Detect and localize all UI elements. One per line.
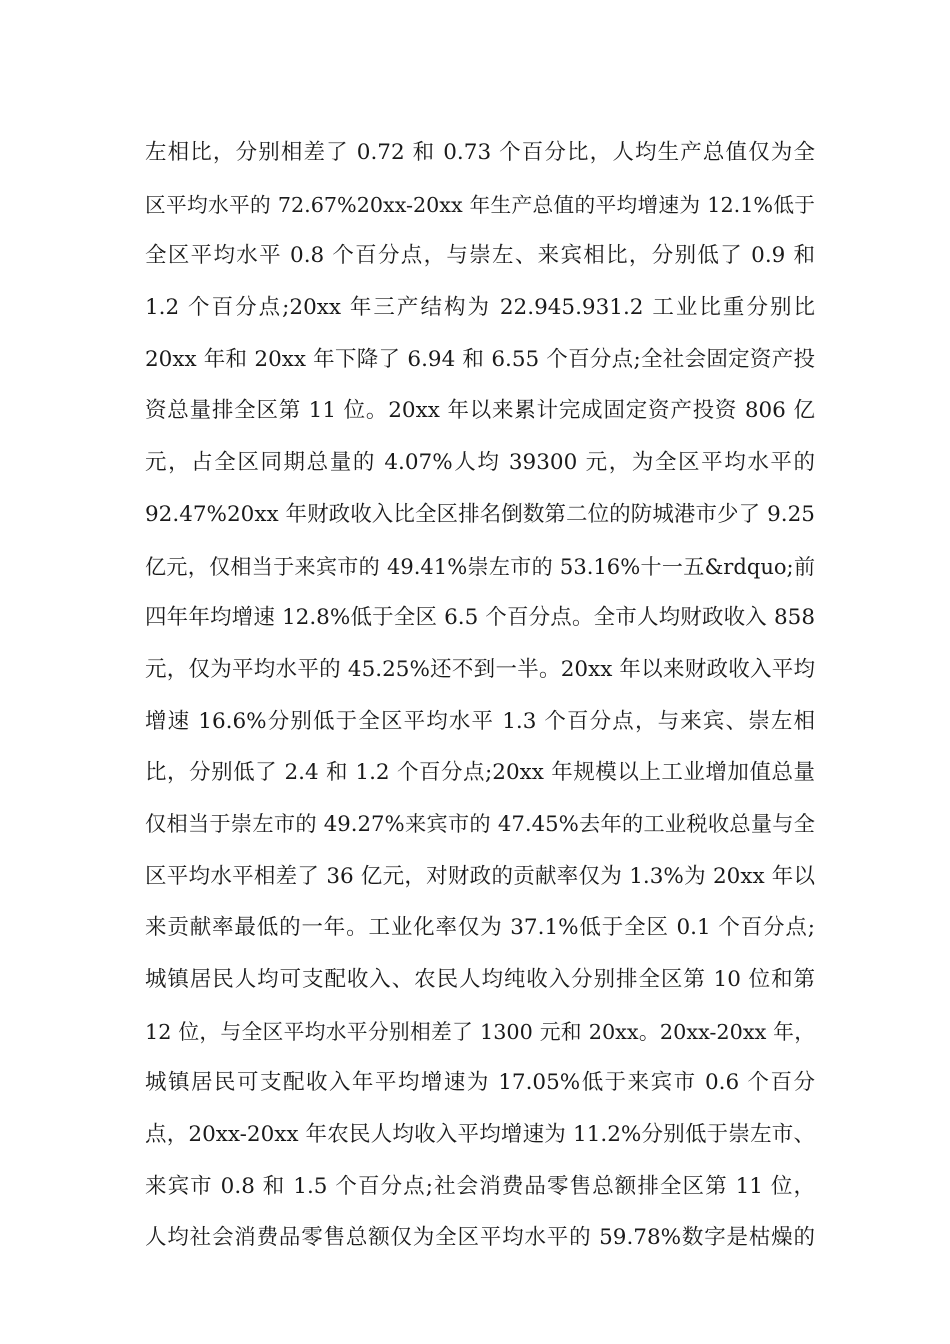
text-line: 来宾市 0.8 和 1.5 个百分点;社会消费品零售总额排全区第 11 位， bbox=[145, 1173, 815, 1199]
text-line: 增速 16.6%分别低于全区平均水平 1.3 个百分点，与来宾、崇左相 bbox=[145, 708, 815, 734]
text-line: 仅相当于崇左市的 49.27%来宾市的 47.45%去年的工业税收总量与全 bbox=[145, 811, 815, 837]
text-line: 全区平均水平 0.8 个百分点，与崇左、来宾相比，分别低了 0.9 和 bbox=[145, 243, 815, 269]
body-paragraph bbox=[145, 132, 815, 1269]
text-line: 点，20xx-20xx 年农民人均收入平均增速为 11.2%分别低于崇左市、 bbox=[145, 1122, 815, 1148]
text-line: 1.2 个百分点;20xx 年三产结构为 22.945.931.2 工业比重分别比 bbox=[145, 295, 815, 321]
text-line: 人均社会消费品零售总额仅为全区平均水平的 59.78%数字是枯燥的 bbox=[145, 1225, 815, 1251]
text-line: 亿元，仅相当于来宾市的 49.41%崇左市的 53.16%十一五&rdquo;前 bbox=[145, 553, 815, 579]
text-line: 92.47%20xx 年财政收入比全区排名倒数第二位的防城港市少了 9.25 bbox=[145, 501, 815, 527]
text-line: 来贡献率最低的一年。工业化率仅为 37.1%低于全区 0.1 个百分点; bbox=[145, 915, 815, 941]
text-line: 20xx 年和 20xx 年下降了 6.94 和 6.55 个百分点;全社会固定资产投 bbox=[145, 346, 815, 372]
text-line: 元，占全区同期总量的 4.07%人均 39300 元，为全区平均水平的 bbox=[145, 450, 815, 476]
text-line: 元，仅为平均水平的 45.25%还不到一半。20xx 年以来财政收入平均 bbox=[145, 656, 815, 682]
text-line: 区平均水平相差了 36 亿元，对财政的贡献率仅为 1.3%为 20xx 年以 bbox=[145, 863, 815, 889]
text-line: 区平均水平的 72.67%20xx-20xx 年生产总值的平均增速为 12.1%低于 bbox=[145, 192, 815, 217]
text-line: 比，分别低了 2.4 和 1.2 个百分点;20xx 年规模以上工业增加值总量 bbox=[145, 760, 815, 786]
text-line: 城镇居民可支配收入年平均增速为 17.05%低于来宾市 0.6 个百分 bbox=[145, 1070, 815, 1096]
text-line: 四年年均增速 12.8%低于全区 6.5 个百分点。全市人均财政收入 858 bbox=[145, 605, 815, 631]
text-line: 资总量排全区第 11 位。20xx 年以来累计完成固定资产投资 806 亿 bbox=[145, 398, 815, 424]
text-line: 12 位，与全区平均水平分别相差了 1300 元和 20xx。20xx-20xx 年， bbox=[145, 1019, 815, 1044]
text-line: 城镇居民人均可支配收入、农民人均纯收入分别排全区第 10 位和第 bbox=[145, 967, 815, 992]
text-line: 左相比，分别相差了 0.72 和 0.73 个百分比，人均生产总值仅为全 bbox=[145, 140, 815, 165]
